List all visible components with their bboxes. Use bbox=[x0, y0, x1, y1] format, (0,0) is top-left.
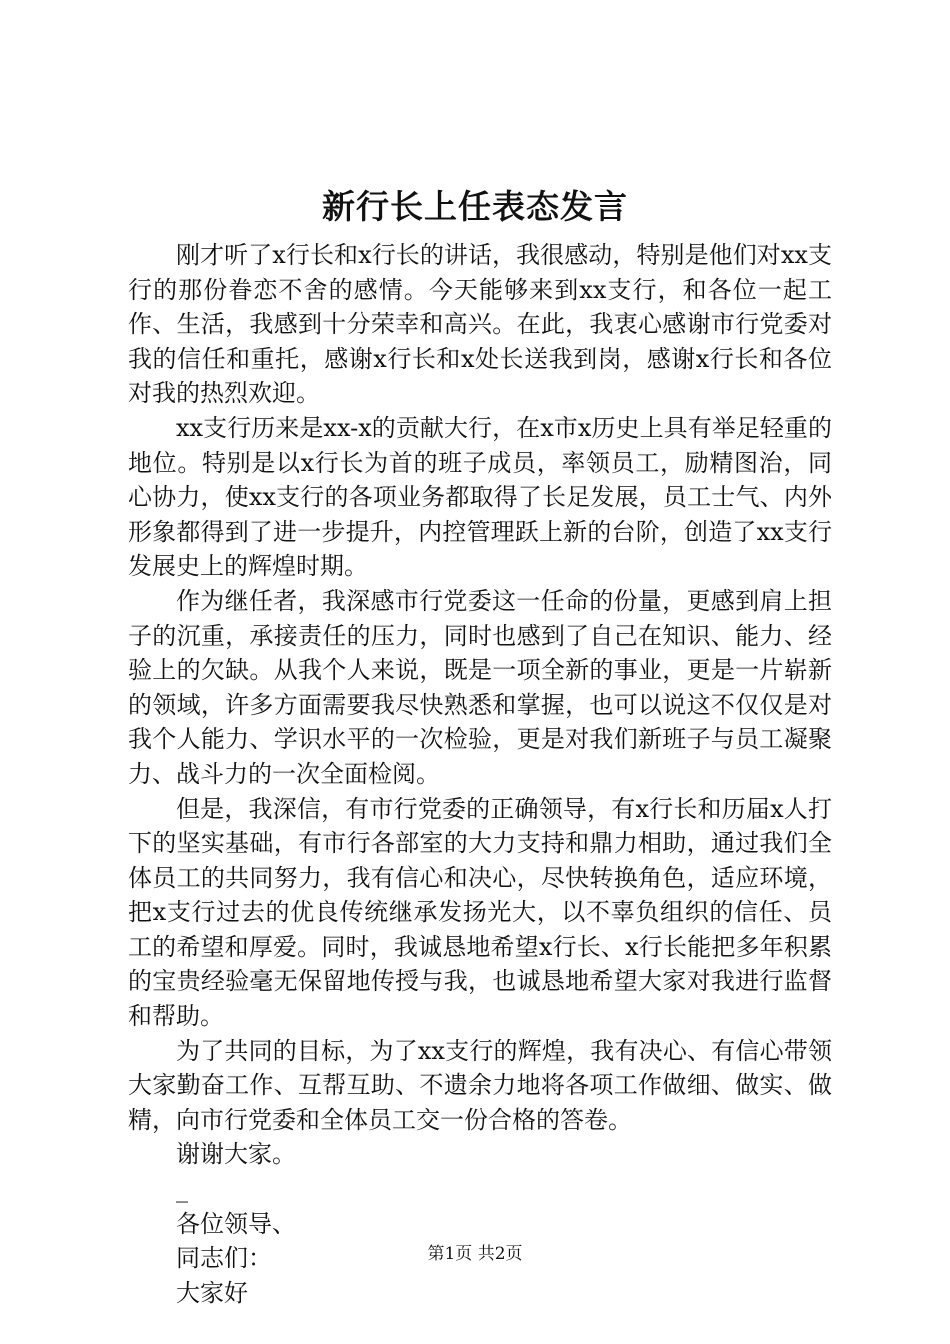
page-indicator: 第1页 共2页 bbox=[427, 1244, 523, 1264]
document-body bbox=[128, 238, 832, 1310]
paragraph: 但是，我深信，有市行党委的正确领导，有x行长和历届x人打下的坚实基础，有市行各部室的大力支持和鼎力相助，通过我们全体员工的共同努力，我有信心和决心，尽快转换角色，适应环境，把x支行过去的优良传统继承发扬光大，以不辜负组织的信任、员工的希望和厚爱。同时，我诚恳地希望x行长、x行长能把多年积累的宝贵经验毫无保留地传授与我，也诚恳地希望大家对我进行监督和帮助。 bbox=[128, 794, 832, 1031]
greeting-line: 大家好 bbox=[176, 1278, 248, 1307]
paragraph: xx支行历来是xx-x的贡献大行，在x市x历史上具有举足轻重的地位。特别是以x行长为首的班子成员，率领员工，励精图治，同心协力，使xx支行的各项业务都取得了长足发展，员工士气、内外形象都得到了进一步提升，内控管理跃上新的台阶，创造了xx支行发展史上的辉煌时期。 bbox=[128, 413, 832, 581]
paragraph: 为了共同的目标，为了xx支行的辉煌，我有决心、有信心带领大家勤奋工作、互帮互助、不遗余力地将各项工作做细、做实、做精，向市行党委和全体员工交一份合格的答卷。 bbox=[128, 1036, 832, 1134]
paragraph: 刚才听了x行长和x行长的讲话，我很感动，特别是他们对xx支行的那份眷恋不舍的感情。今天能够来到xx支行，和各位一起工作、生活，我感到十分荣幸和高兴。在此，我衷心感谢市行党委对我的信任和重托，感谢x行长和x处长送我到岗，感谢x行长和各位对我的热烈欢迎。 bbox=[128, 241, 832, 408]
separator-line: _ bbox=[176, 1175, 188, 1204]
greeting-line: 各位领导、 bbox=[176, 1209, 296, 1238]
paragraph: 作为继任者，我深感市行党委这一任命的份量，更感到肩上担子的沉重，承接责任的压力，同时也感到了自己在知识、能力、经验上的欠缺。从我个人来说，既是一项全新的事业，更是一片崭新的领域，许多方面需要我尽快熟悉和掌握，也可以说这不仅仅是对我个人能力、学识水平的一次检验，更是对我们新班子与员工凝聚力、战斗力的一次全面检阅。 bbox=[128, 586, 832, 788]
closing-line: 谢谢大家。 bbox=[176, 1140, 296, 1169]
greeting-line: 同志们： bbox=[176, 1244, 272, 1273]
document-title: 新行长上任表态发言 bbox=[322, 187, 628, 226]
